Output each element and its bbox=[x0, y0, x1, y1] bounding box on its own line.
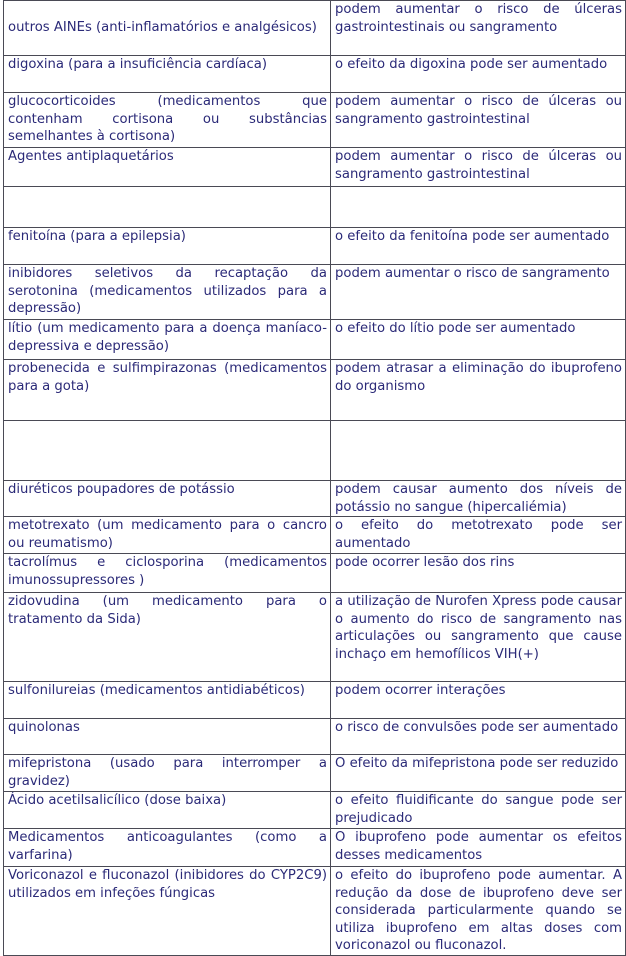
drug-cell: sulfonilureias (medicamentos antidiabéticos) bbox=[4, 682, 331, 719]
drug-cell: fenitoína (para a epilepsia) bbox=[4, 228, 331, 265]
table-row bbox=[4, 360, 626, 421]
table-row bbox=[4, 755, 626, 792]
table-row bbox=[4, 593, 626, 682]
table-row bbox=[4, 421, 626, 481]
effect-cell: pode ocorrer lesão dos rins bbox=[331, 554, 626, 593]
table-row bbox=[4, 829, 626, 867]
effect-cell: o efeito do ibuprofeno pode aumentar. A redução da dose de ibuprofeno deve ser considerada particularmente quando se utiliza ibuprofeno em altas doses com voriconazol ou fluconazol. bbox=[331, 867, 626, 956]
table-row bbox=[4, 320, 626, 360]
effect-cell bbox=[331, 421, 626, 481]
table-row bbox=[4, 682, 626, 719]
drug-cell: Agentes antiplaquetários bbox=[4, 148, 331, 187]
table-row bbox=[4, 265, 626, 320]
table-row bbox=[4, 148, 626, 187]
drug-cell: diuréticos poupadores de potássio bbox=[4, 481, 331, 517]
effect-cell: a utilização de Nurofen Xpress pode causar o aumento do risco de sangramento nas articulações ou sangramento que cause inchaço em hemofílicos VIH(+) bbox=[331, 593, 626, 682]
interactions-table bbox=[3, 0, 626, 956]
effect-cell: o efeito do metotrexato pode ser aumentado bbox=[331, 517, 626, 554]
effect-cell: o efeito do lítio pode ser aumentado bbox=[331, 320, 626, 360]
effect-cell: o efeito da fenitoína pode ser aumentado bbox=[331, 228, 626, 265]
drug-cell: metotrexato (um medicamento para o cancro ou reumatismo) bbox=[4, 517, 331, 554]
drug-cell: inibidores seletivos da recaptação da serotonina (medicamentos utilizados para a depressão) bbox=[4, 265, 331, 320]
effect-cell: podem aumentar o risco de úlceras ou sangramento gastrointestinal bbox=[331, 148, 626, 187]
drug-cell: digoxina (para a insuficiência cardíaca) bbox=[4, 56, 331, 93]
effect-cell: o risco de convulsões pode ser aumentado bbox=[331, 719, 626, 755]
table-row bbox=[4, 481, 626, 517]
table-row bbox=[4, 867, 626, 956]
table-row bbox=[4, 187, 626, 228]
drug-cell: Medicamentos anticoagulantes (como a varfarina) bbox=[4, 829, 331, 867]
effect-cell: podem aumentar o risco de sangramento bbox=[331, 265, 626, 320]
table-row bbox=[4, 517, 626, 554]
drug-cell: Voriconazol e fluconazol (inibidores do CYP2C9) utilizados em infeções fúngicas bbox=[4, 867, 331, 956]
effect-cell: o efeito da digoxina pode ser aumentado bbox=[331, 56, 626, 93]
effect-cell: podem aumentar o risco de úlceras ou sangramento gastrointestinal bbox=[331, 93, 626, 148]
drug-cell: zidovudina (um medicamento para o tratamento da Sida) bbox=[4, 593, 331, 682]
effect-cell: o efeito fluidificante do sangue pode ser prejudicado bbox=[331, 792, 626, 829]
effect-cell: O efeito da mifepristona pode ser reduzido bbox=[331, 755, 626, 792]
drug-cell bbox=[4, 187, 331, 228]
table-row bbox=[4, 792, 626, 829]
drug-cell: glucocorticoides (medicamentos que contenham cortisona ou substâncias semelhantes à cortisona) bbox=[4, 93, 331, 148]
drug-cell: quinolonas bbox=[4, 719, 331, 755]
drug-cell bbox=[4, 421, 331, 481]
effect-cell: podem causar aumento dos níveis de potássio no sangue (hipercaliémia) bbox=[331, 481, 626, 517]
table-row bbox=[4, 56, 626, 93]
table-row bbox=[4, 1, 626, 56]
effect-cell: podem aumentar o risco de úlceras gastrointestinais ou sangramento bbox=[331, 1, 626, 56]
effect-cell: podem ocorrer interações bbox=[331, 682, 626, 719]
drug-cell: tacrolímus e ciclosporina (medicamentos imunossupressores ) bbox=[4, 554, 331, 593]
table-row bbox=[4, 554, 626, 593]
effect-cell bbox=[331, 187, 626, 228]
drug-cell: outros AINEs (anti-inflamatórios e analgésicos) bbox=[4, 1, 331, 56]
table-row bbox=[4, 93, 626, 148]
drug-cell: lítio (um medicamento para a doença maníaco-depressiva e depressão) bbox=[4, 320, 331, 360]
table-row bbox=[4, 719, 626, 755]
drug-cell: Ácido acetilsalicílico (dose baixa) bbox=[4, 792, 331, 829]
drug-cell: mifepristona (usado para interromper a gravidez) bbox=[4, 755, 331, 792]
table-row bbox=[4, 228, 626, 265]
effect-cell: O ibuprofeno pode aumentar os efeitos desses medicamentos bbox=[331, 829, 626, 867]
effect-cell: podem atrasar a eliminação do ibuprofeno do organismo bbox=[331, 360, 626, 421]
drug-cell: probenecida e sulfimpirazonas (medicamentos para a gota) bbox=[4, 360, 331, 421]
